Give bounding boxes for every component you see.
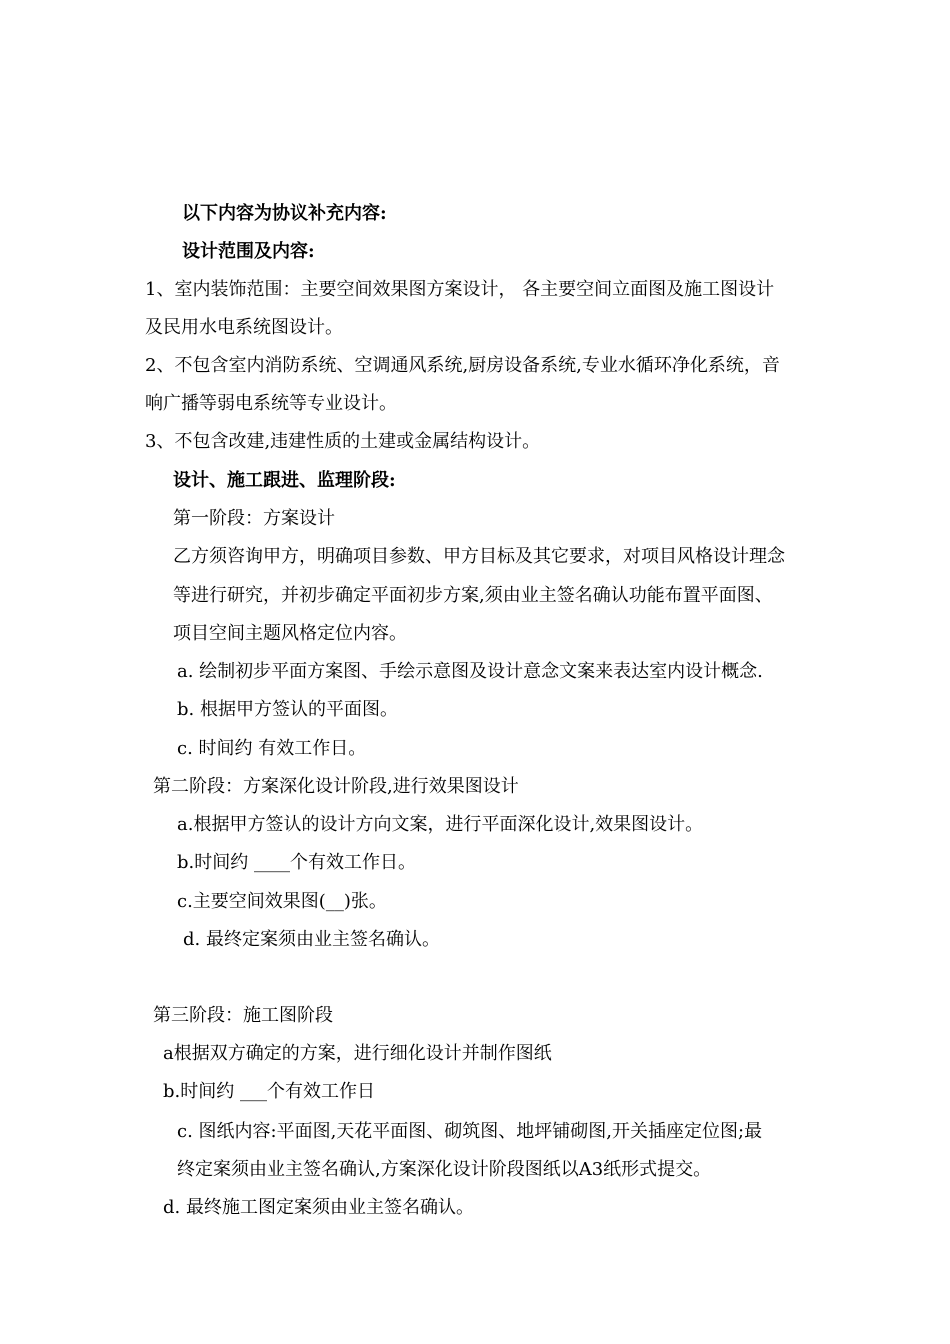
phase1-para-line-1: 乙方须咨询甲方，明确项目参数、甲方目标及其它要求，对项目风格设计理念 — [173, 546, 785, 567]
intro-heading: 以下内容为协议补充内容: — [182, 203, 387, 224]
phases-heading: 设计、施工跟进、监理阶段: — [173, 470, 396, 491]
scope-item-3: 3、不包含改建,违建性质的土建或金属结构设计。 — [145, 431, 541, 452]
phase3-title: 第三阶段：施工图阶段 — [153, 1005, 333, 1026]
phase2-item-c: c.主要空间效果图(__)张。 — [177, 891, 387, 912]
phase2-title: 第二阶段：方案深化设计阶段,进行效果图设计 — [153, 776, 519, 797]
phase1-item-c: c. 时间约 有效工作日。 — [177, 738, 367, 759]
phase1-para-line-3: 项目空间主题风格定位内容。 — [173, 623, 407, 644]
scope-item-1-cont: 及民用水电系统图设计。 — [145, 317, 343, 338]
phase2-item-a: a.根据甲方签认的设计方向文案，进行平面深化设计,效果图设计。 — [177, 814, 704, 835]
phase3-item-c: c. 图纸内容:平面图,天花平面图、砌筑图、地坪铺砌图,开关插座定位图;最 — [177, 1121, 763, 1142]
phase1-title: 第一阶段：方案设计 — [173, 508, 335, 529]
phase1-item-a: a. 绘制初步平面方案图、手绘示意图及设计意念文案来表达室内设计概念. — [177, 661, 763, 682]
scope-heading: 设计范围及内容: — [182, 241, 315, 262]
scope-item-2-cont: 响广播等弱电系统等专业设计。 — [145, 393, 397, 414]
scope-item-1: 1、室内装饰范围：主要空间效果图方案设计， 各主要空间立面图及施工图设计 — [145, 279, 775, 300]
phase1-item-b: b. 根据甲方签认的平面图。 — [177, 699, 398, 720]
phase3-item-c-cont: 终定案须由业主签名确认,方案深化设计阶段图纸以A3纸形式提交。 — [177, 1159, 712, 1180]
phase3-item-a: a根据双方确定的方案，进行细化设计并制作图纸 — [163, 1043, 552, 1064]
scope-item-2: 2、不包含室内消防系统、空调通风系统,厨房设备系统,专业水循环净化系统，音 — [145, 355, 780, 376]
phase3-item-b: b.时间约 ___个有效工作日 — [163, 1081, 375, 1102]
phase2-item-d: d. 最终定案须由业主签名确认。 — [183, 929, 440, 950]
phase1-para-line-2: 等进行研究，并初步确定平面初步方案,须由业主签名确认功能布置平面图、 — [173, 585, 773, 606]
phase3-item-d: d. 最终施工图定案须由业主签名确认。 — [163, 1197, 474, 1218]
phase2-item-b: b.时间约 ____个有效工作日。 — [177, 852, 416, 873]
